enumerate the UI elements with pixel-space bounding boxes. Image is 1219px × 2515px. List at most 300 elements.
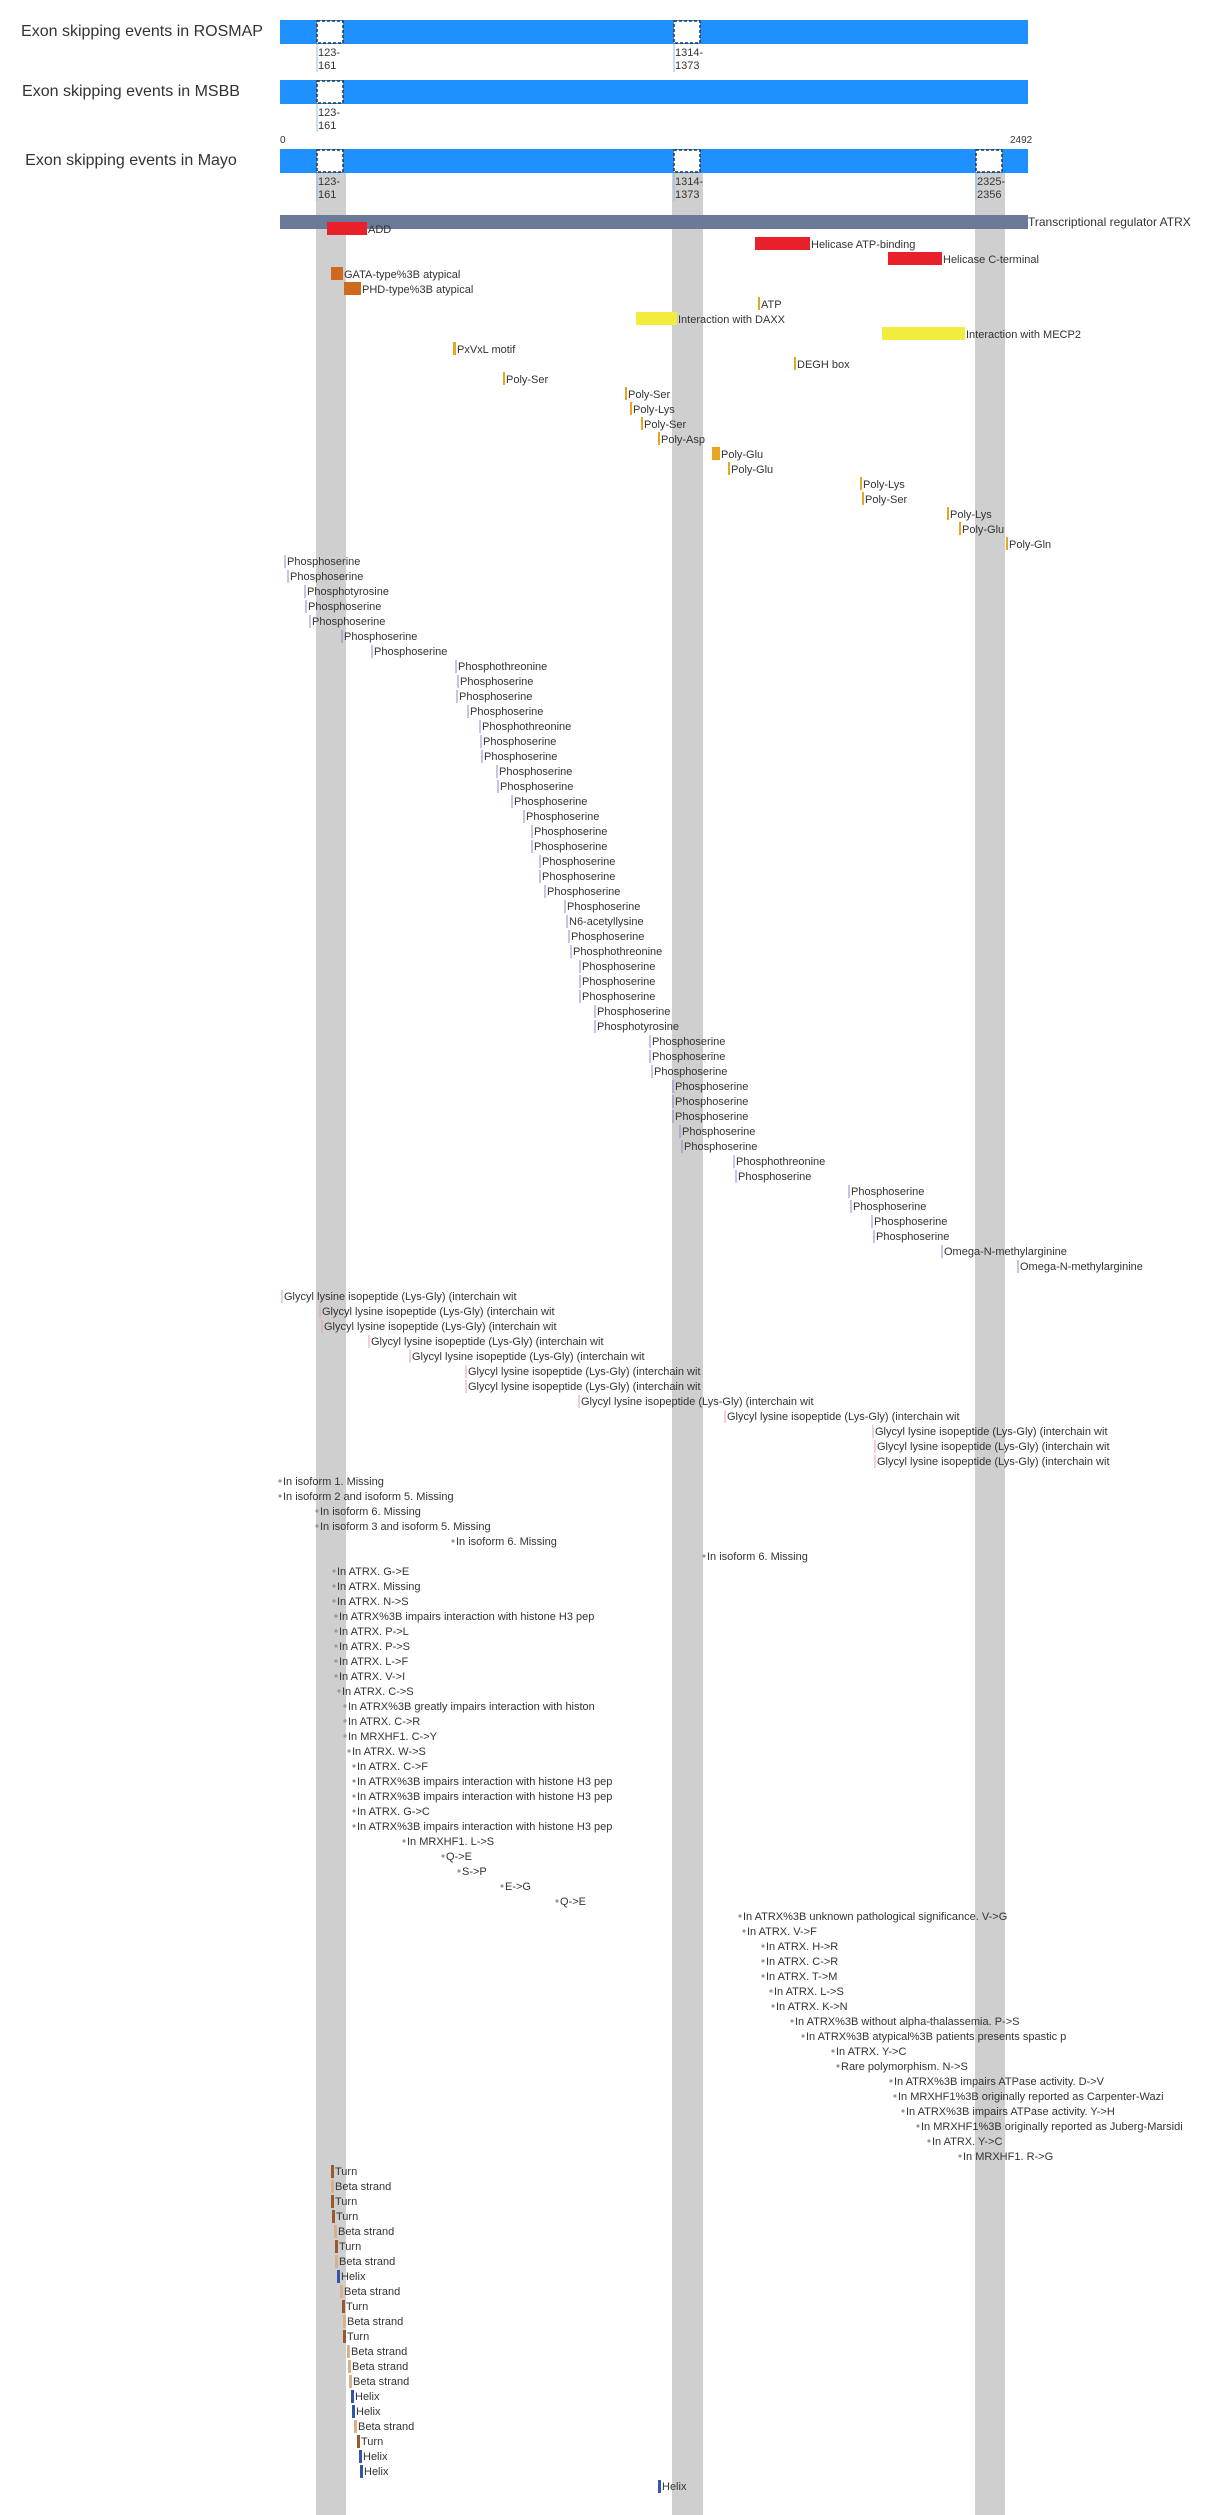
domain-feature (625, 387, 671, 401)
crosslink-label: Glycyl lysine isopeptide (Lys-Gly) (interchain wit (412, 1351, 645, 1363)
skip-event-range-start: 123- (318, 47, 341, 59)
structure-label: Helix (341, 2271, 366, 2283)
ptm-site (673, 1095, 748, 1108)
secondary-structure (360, 2465, 389, 2478)
secondary-structure (334, 2225, 394, 2238)
domain-label: ADD (368, 224, 392, 236)
domain-bar (641, 417, 643, 430)
mutation-event (337, 1686, 413, 1698)
mutation-event-dot (334, 1614, 337, 1617)
mutation-event-dot (761, 1944, 764, 1947)
mutation-event-dot (441, 1854, 444, 1857)
mutation-event-dot (457, 1869, 460, 1872)
mutation-event (441, 1851, 472, 1863)
ptm-label: Phosphoserine (459, 691, 533, 703)
mutation-event-dot (738, 1914, 741, 1917)
crosslink-site (466, 1365, 701, 1378)
secondary-structure (658, 2480, 687, 2493)
ptm-site (595, 1005, 670, 1018)
exon-track-1 (21, 20, 1028, 72)
mutation-event-label: Q->E (446, 1851, 472, 1863)
ptm-label: Phosphoserine (484, 751, 558, 763)
ptm-label: Phosphoserine (542, 871, 616, 883)
track-bar (280, 149, 1028, 173)
domain-label: DEGH box (797, 359, 850, 371)
crosslink-site (579, 1395, 814, 1408)
secondary-structure (349, 2375, 409, 2388)
mutation-event-dot (332, 1599, 335, 1602)
ptm-label: Phosphoserine (499, 766, 573, 778)
structure-label: Beta strand (347, 2316, 404, 2328)
domain-feature (636, 312, 786, 326)
domain-feature (331, 267, 460, 281)
skip-event-range-end: 161 (318, 60, 337, 72)
ptm-site (851, 1200, 926, 1213)
ptm-label: Phosphoserine (675, 1096, 749, 1108)
mutation-event-dot (500, 1884, 503, 1887)
secondary-structure (357, 2435, 383, 2448)
domain-label: Poly-Lys (950, 509, 992, 521)
mutation-event-dot (893, 2094, 896, 2097)
mutation-event (402, 1836, 494, 1848)
isoform-event-dot (278, 1479, 281, 1482)
ptm-site (571, 945, 662, 958)
mutation-event (334, 1611, 594, 1623)
ptm-site (565, 900, 640, 913)
ptm-label: Phosphoserine (571, 931, 645, 943)
structure-label: Turn (346, 2301, 369, 2313)
domain-feature (755, 237, 915, 251)
domain-feature (959, 522, 1004, 536)
mutation-event (893, 2091, 1163, 2103)
ptm-label: Phosphoserine (597, 1006, 671, 1018)
domain-feature (758, 297, 782, 311)
domain-label: Poly-Glu (721, 449, 764, 461)
domain-feature (641, 417, 687, 431)
domain-label: Poly-Ser (628, 389, 671, 401)
isoform-event-dot (702, 1554, 705, 1557)
mutation-event (958, 2151, 1053, 2163)
ptm-site (310, 615, 385, 628)
domain-label: Interaction with DAXX (678, 314, 785, 326)
mutation-event (352, 1761, 428, 1773)
skip-event-range-end: 161 (318, 189, 337, 201)
ptm-label: Phosphoserine (460, 676, 534, 688)
mutation-event (761, 1956, 838, 1968)
crosslink-site (725, 1410, 960, 1423)
structure-label: Helix (363, 2451, 388, 2463)
structure-mark (348, 2360, 351, 2373)
ptm-label: Phosphoserine (312, 616, 386, 628)
structure-mark (360, 2465, 363, 2478)
skip-event-range-end: 161 (318, 120, 337, 132)
mutation-event-label: In ATRX. C->S (342, 1686, 414, 1698)
ptm-site (306, 600, 381, 613)
isoform-event-dot (278, 1494, 281, 1497)
skip-event-range-start: 123- (318, 176, 341, 188)
ptm-site (468, 705, 543, 718)
mutation-event-label: In ATRX%3B without alpha-thalassemia. P->S (795, 2016, 1020, 2028)
domain-bar (625, 387, 627, 400)
mutation-event-label: E->G (505, 1881, 531, 1893)
domain-feature (503, 372, 549, 386)
structure-label: Helix (356, 2406, 381, 2418)
exon-track-3 (25, 135, 1033, 201)
structure-label: Beta strand (339, 2256, 396, 2268)
ptm-label: Phosphotyrosine (307, 586, 389, 598)
domain-feature (630, 402, 675, 416)
ptm-site (580, 975, 655, 988)
crosslink-site (320, 1305, 555, 1318)
mutation-event-label: In ATRX. H->R (766, 1941, 839, 1953)
ptm-label: Phosphoserine (547, 886, 621, 898)
crosslink-label: Glycyl lysine isopeptide (Lys-Gly) (interchain wit (875, 1426, 1108, 1438)
mutation-event-label: In ATRX. Y->C (836, 2046, 907, 2058)
mutation-event-dot (334, 1629, 337, 1632)
domain-label: ATP (761, 299, 782, 311)
skip-event-box (674, 150, 700, 172)
ptm-site (482, 750, 557, 763)
ptm-label: Phosphoserine (290, 571, 364, 583)
mutation-event (901, 2106, 1114, 2118)
crosslink-label: Glycyl lysine isopeptide (Lys-Gly) (interchain wit (877, 1456, 1110, 1468)
ptm-label: Phosphoserine (582, 991, 656, 1003)
mutation-event-label: In ATRX. N->S (337, 1596, 409, 1608)
mutation-event-dot (332, 1569, 335, 1572)
ptm-label: Phosphothreonine (482, 721, 572, 733)
ptm-site (673, 1110, 748, 1123)
mutation-event-dot (742, 1929, 745, 1932)
mutation-event-dot (352, 1809, 355, 1812)
secondary-structure (359, 2450, 388, 2463)
structure-mark (331, 2165, 334, 2178)
mutation-event (927, 2136, 1002, 2148)
mutation-event (761, 1971, 837, 1983)
protein-label: Transcriptional regulator ATRX (1028, 215, 1191, 229)
domain-bar (453, 342, 456, 355)
domain-bar (888, 252, 942, 265)
domain-bar (331, 267, 343, 280)
mutation-event-dot (343, 1734, 346, 1737)
mutation-event-dot (771, 2004, 774, 2007)
ptm-label: Phosphoserine (567, 901, 641, 913)
structure-label: Helix (662, 2481, 687, 2493)
ptm-label: Phosphoserine (483, 736, 557, 748)
mutation-event (352, 1821, 612, 1833)
domain-label: Poly-Glu (731, 464, 774, 476)
ptm-label: Phosphoserine (654, 1066, 728, 1078)
ptm-site (305, 585, 389, 598)
ptm-label: Phosphotyrosine (597, 1021, 679, 1033)
mutation-event (332, 1581, 420, 1593)
mutation-event-label: In ATRX. C->F (357, 1761, 429, 1773)
skip-event-box (976, 150, 1002, 172)
mutation-event-dot (352, 1824, 355, 1827)
domain-bar (728, 462, 730, 475)
structure-mark (335, 2240, 338, 2253)
ptm-label: Phosphoserine (344, 631, 418, 643)
mutation-event (742, 1926, 817, 1938)
domain-label: Poly-Gln (1009, 539, 1052, 551)
crosslink-label: Glycyl lysine isopeptide (Lys-Gly) (interchain wit (727, 1411, 960, 1423)
domain-feature (860, 477, 905, 491)
mutation-event (457, 1866, 486, 1878)
crosslink-site (873, 1425, 1108, 1438)
mutation-event-label: In ATRX%3B impairs interaction with histone H3 pep (357, 1791, 613, 1803)
skip-event-box (317, 21, 343, 43)
crosslink-label: Glycyl lysine isopeptide (Lys-Gly) (interchain wit (581, 1396, 814, 1408)
domain-bar (503, 372, 505, 385)
ptm-site (458, 675, 533, 688)
mutation-event-dot (927, 2139, 930, 2142)
secondary-structure (352, 2405, 381, 2418)
secondary-structure (351, 2390, 380, 2403)
mutation-event (916, 2121, 1182, 2133)
mutation-event (343, 1716, 420, 1728)
mutation-event-label: In ATRX. W->S (352, 1746, 426, 1758)
domain-bar (860, 477, 862, 490)
mutation-event-label: Rare polymorphism. N->S (841, 2061, 968, 2073)
structure-mark (343, 2330, 346, 2343)
ptm-site (456, 660, 547, 673)
mutation-event-dot (801, 2034, 804, 2037)
domain-feature (888, 252, 1039, 266)
secondary-structure (342, 2300, 368, 2313)
ptm-label: Phosphoserine (851, 1186, 925, 1198)
mutation-event-label: In ATRX%3B impairs interaction with histone H3 pep (357, 1776, 613, 1788)
track-label: Exon skipping events in MSBB (22, 83, 240, 100)
mutation-event-label: In MRXHF1%3B originally reported as Juberg-Marsidi (921, 2121, 1183, 2133)
domain-feature (728, 462, 773, 476)
ptm-label: Phosphoserine (514, 796, 588, 808)
crosslink-label: Glycyl lysine isopeptide (Lys-Gly) (interchain wit (322, 1306, 555, 1318)
domain-label: Helicase C-terminal (943, 254, 1039, 266)
ptm-label: Phosphoserine (534, 841, 608, 853)
mutation-event-label: In ATRX%3B impairs ATPase activity. Y->H (906, 2106, 1115, 2118)
mutation-event-label: In MRXHF1. R->G (963, 2151, 1054, 2163)
mutation-event-dot (958, 2154, 961, 2157)
mutation-event-dot (836, 2064, 839, 2067)
ptm-site (288, 570, 363, 583)
mutation-event (836, 2061, 967, 2073)
mutation-event-dot (334, 1659, 337, 1662)
domain-feature (658, 432, 705, 446)
ptm-label: Phosphoserine (526, 811, 600, 823)
mutation-event-dot (332, 1584, 335, 1587)
domain-bar (794, 357, 796, 370)
structure-mark (351, 2390, 354, 2403)
mutation-event (347, 1746, 425, 1758)
domain-feature (344, 282, 473, 296)
domain-feature (882, 327, 1081, 341)
structure-mark (337, 2270, 340, 2283)
domain-bar (882, 327, 965, 340)
mutation-event-dot (352, 1779, 355, 1782)
exon-track-2 (22, 80, 1028, 132)
ptm-label: Phosphoserine (876, 1231, 950, 1243)
isoform-event-dot (451, 1539, 454, 1542)
crosslink-site (282, 1290, 517, 1303)
structure-mark (352, 2405, 355, 2418)
ptm-site (650, 1050, 725, 1063)
domain-bar (862, 492, 864, 505)
ptm-label: Phosphoserine (853, 1201, 927, 1213)
skip-event-box (317, 150, 343, 172)
mutation-event-dot (555, 1899, 558, 1902)
mutation-event-dot (761, 1959, 764, 1962)
ptm-label: Phosphoserine (308, 601, 382, 613)
ptm-label: N6-acetyllysine (569, 916, 644, 928)
ptm-site (650, 1035, 725, 1048)
domain-feature (712, 447, 763, 461)
domain-label: GATA-type%3B atypical (344, 269, 461, 281)
mutation-event (771, 2001, 847, 2013)
isoform-event-dot (315, 1509, 318, 1512)
skip-event-box (674, 21, 700, 43)
ptm-site (595, 1020, 679, 1033)
domain-label: PxVxL motif (457, 344, 516, 356)
mutation-event-label: In ATRX%3B impairs interaction with histone H3 pep (339, 1611, 595, 1623)
mutation-event-dot (790, 2019, 793, 2022)
mutation-event-label: In ATRX. P->S (339, 1641, 411, 1653)
skip-event-range-end: 1373 (675, 60, 700, 72)
isoform-event (315, 1521, 490, 1533)
mutation-event-label: In ATRX. L->S (774, 1986, 844, 1998)
mutation-event (334, 1626, 408, 1638)
mutation-event (889, 2076, 1104, 2088)
secondary-structure (331, 2165, 357, 2178)
skip-region-shade (672, 155, 703, 2515)
secondary-structure (348, 2360, 408, 2373)
domain-label: Interaction with MECP2 (966, 329, 1081, 341)
mutation-event (343, 1731, 437, 1743)
mutation-event-label: In MRXHF1%3B originally reported as Carpenter-Wazi (898, 2091, 1164, 2103)
mutation-event-label: In MRXHF1. L->S (407, 1836, 495, 1848)
ptm-site (481, 735, 556, 748)
mutation-event-dot (916, 2124, 919, 2127)
ptm-site (736, 1170, 811, 1183)
mutation-event (352, 1776, 612, 1788)
mutation-event-label: In ATRX%3B impairs ATPase activity. D->V (894, 2076, 1104, 2088)
isoform-event (451, 1536, 556, 1548)
isoform-event-label: In isoform 6. Missing (320, 1506, 421, 1518)
domain-bar (755, 237, 810, 250)
mutation-event-dot (343, 1704, 346, 1707)
ptm-site (457, 690, 532, 703)
isoform-event (278, 1491, 453, 1503)
domain-label: PHD-type%3B atypical (362, 284, 474, 296)
crosslink-site (369, 1335, 604, 1348)
isoform-event-dot (315, 1524, 318, 1527)
ptm-site (1018, 1260, 1143, 1273)
ptm-site (540, 855, 615, 868)
structure-mark (334, 2225, 337, 2238)
structure-label: Turn (335, 2196, 358, 2208)
ptm-label: Phosphoserine (874, 1216, 948, 1228)
ptm-label: Phosphoserine (534, 826, 608, 838)
ptm-site (872, 1215, 947, 1228)
secondary-structure (340, 2285, 400, 2298)
mutation-event-label: In ATRX%3B atypical%3B patients presents spastic p (806, 2031, 1067, 2043)
domain-bar (947, 507, 949, 520)
structure-label: Helix (355, 2391, 380, 2403)
ptm-site (372, 645, 447, 658)
mutation-event (334, 1671, 405, 1683)
ptm-site (580, 960, 655, 973)
ptm-label: Phosphoserine (682, 1126, 756, 1138)
domain-bar (636, 312, 677, 325)
secondary-structure (343, 2315, 403, 2328)
mutation-event (332, 1566, 409, 1578)
crosslink-label: Glycyl lysine isopeptide (Lys-Gly) (interchain wit (324, 1321, 557, 1333)
ptm-site (545, 885, 620, 898)
mutation-event (555, 1896, 586, 1908)
mutation-event-label: In ATRX. G->E (337, 1566, 410, 1578)
mutation-event-dot (769, 1989, 772, 1992)
domain-bar (712, 447, 720, 460)
mutation-event (334, 1641, 410, 1653)
ptm-label: Phosphoserine (582, 976, 656, 988)
ptm-site (532, 825, 607, 838)
ptm-site (673, 1080, 748, 1093)
axis-end-label: 2492 (1010, 135, 1033, 146)
mutation-event-label: In ATRX. C->R (348, 1716, 421, 1728)
mutation-event-dot (352, 1794, 355, 1797)
axis-start-label: 0 (280, 135, 286, 146)
ptm-label: Phosphoserine (542, 856, 616, 868)
domain-label: Helicase ATP-binding (811, 239, 916, 251)
ptm-label: Phosphoserine (652, 1036, 726, 1048)
mutation-event (831, 2046, 906, 2058)
ptm-site (652, 1065, 727, 1078)
ptm-label: Omega-N-methylarginine (944, 1246, 1067, 1258)
mutation-event (352, 1791, 612, 1803)
isoform-event (702, 1551, 807, 1563)
ptm-label: Phosphoserine (738, 1171, 812, 1183)
structure-label: Beta strand (358, 2421, 415, 2433)
mutation-event-dot (334, 1644, 337, 1647)
skip-event-range-start: 123- (318, 107, 341, 119)
skip-event-range-start: 1314- (675, 176, 704, 188)
mutation-event-label: In ATRX%3B greatly impairs interaction with histon (348, 1701, 595, 1713)
mutation-event-label: In MRXHF1. C->Y (348, 1731, 437, 1743)
ptm-site (540, 870, 615, 883)
ptm-label: Phosphoserine (582, 961, 656, 973)
mutation-event (334, 1656, 408, 1668)
ptm-site (734, 1155, 825, 1168)
mutation-event-label: In ATRX. Y->C (932, 2136, 1003, 2148)
mutation-event-dot (337, 1689, 340, 1692)
domain-feature (947, 507, 992, 521)
mutation-event (500, 1881, 531, 1893)
domain-feature (794, 357, 850, 371)
domain-label: Poly-Ser (865, 494, 908, 506)
ptm-label: Phosphothreonine (736, 1156, 826, 1168)
domain-feature (862, 492, 908, 506)
crosslink-site (466, 1380, 701, 1393)
structure-mark (658, 2480, 661, 2493)
crosslink-label: Glycyl lysine isopeptide (Lys-Gly) (interchain wit (371, 1336, 604, 1348)
isoform-event-label: In isoform 3 and isoform 5. Missing (320, 1521, 491, 1533)
mutation-event-label: In ATRX. V->I (339, 1671, 406, 1683)
skip-event-range-end: 2356 (977, 189, 1002, 201)
mutation-event-dot (343, 1719, 346, 1722)
mutation-event (738, 1911, 1007, 1923)
ptm-site (532, 840, 607, 853)
domain-bar (1006, 537, 1008, 550)
secondary-structure (331, 2195, 357, 2208)
ptm-site (569, 930, 644, 943)
